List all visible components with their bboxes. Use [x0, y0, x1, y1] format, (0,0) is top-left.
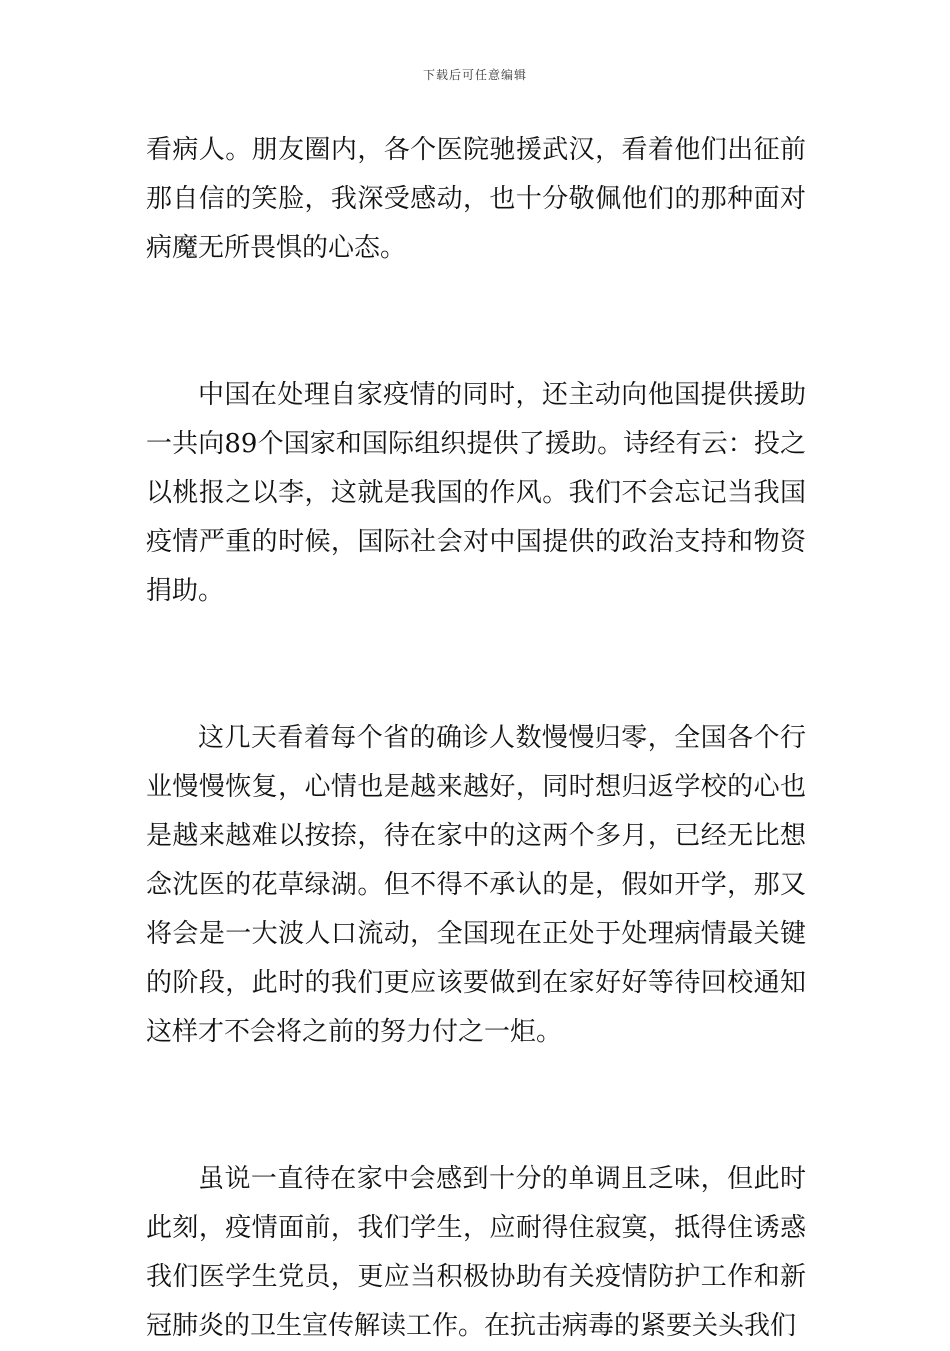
paragraph-1: 看病人。朋友圈内，各个医院驰援武汉，看着他们出征前那自信的笑脸，我深受感动，也十分敬佩他们的那种面对病魔无所畏惧的心态。 [146, 135, 806, 263]
paragraph-2: 中国在处理自家疫情的同时，还主动向他国提供援助一共向89个国家和国际组织提供了援助。诗经有云：投之以桃报之以李，这就是我国的作风。我们不会忘记当我国疫情严重的时候，国际社会对中国提供的政治支持和物资捐助。 [146, 380, 806, 606]
page-header: 下载后可任意编辑 [422, 68, 527, 82]
document-body [146, 126, 806, 1351]
paragraph-4: 虽说一直待在家中会感到十分的单调且乏味，但此时此刻，疫情面前，我们学生，应耐得住寂寞，抵得住诱惑我们医学生党员，更应当积极协助有关疫情防护工作和新冠肺炎的卫生宣传解读工作。在抗击病毒的紧要关头我们 [146, 1164, 806, 1341]
paragraph-3: 这几天看着每个省的确诊人数慢慢归零，全国各个行业慢慢恢复，心情也是越来越好，同时想归返学校的心也是越来越难以按捺，待在家中的这两个多月，已经无比想念沈医的花草绿湖。但不得不承认的是，假如开学，那又将会是一大波人口流动，全国现在正处于处理病情最关键的阶段，此时的我们更应该要做到在家好好等待回校通知这样才不会将之前的努力付之一炬。 [146, 723, 806, 1047]
